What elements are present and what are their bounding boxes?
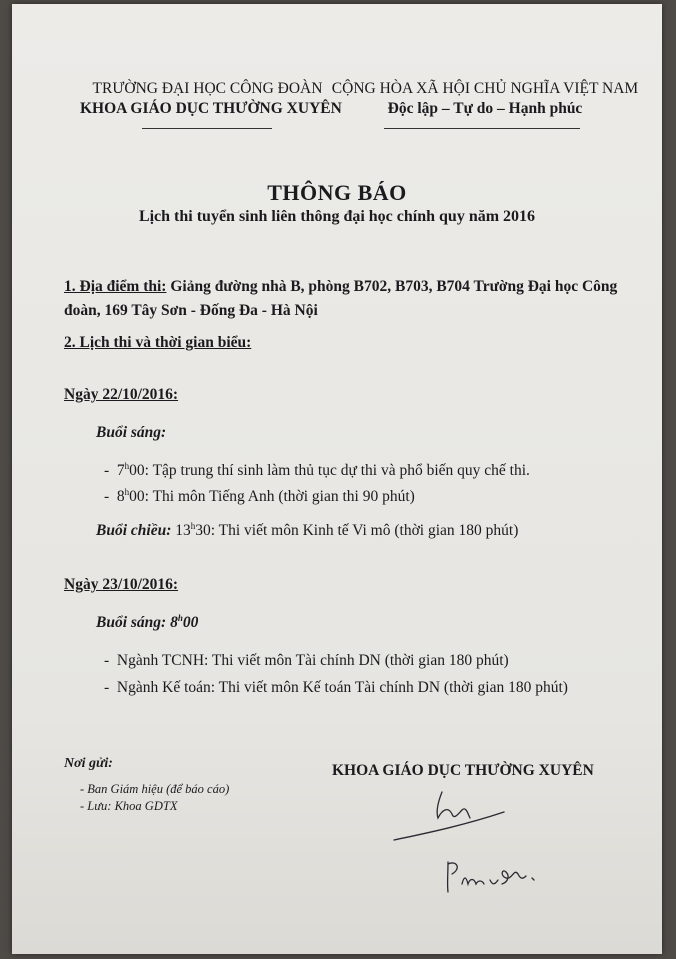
header-left-underline (142, 128, 272, 129)
section1-text-line2: đoàn, 169 Tây Sơn - Đống Đa - Hà Nội (64, 302, 318, 319)
header-right (330, 80, 640, 118)
list-dash: - (104, 488, 117, 505)
faculty-name: KHOA GIÁO DỤC THƯỜNG XUYÊN (80, 100, 342, 117)
day2-date: Ngày 23/10/2016: (64, 576, 179, 593)
day2-item-1 (104, 652, 509, 670)
day2-morning-rest: 00 (182, 614, 199, 631)
day2-morning (96, 614, 198, 632)
list-dash: - (104, 679, 117, 696)
section1-text-line1: Giảng đường nhà B, phòng B702, B703, B704 Trường Đại học Công (166, 278, 618, 295)
item-hour-sup: h (124, 486, 130, 497)
item-hour: 8 (116, 488, 125, 505)
document-page (12, 4, 662, 954)
section1-label: 1. Địa điểm thi: (64, 278, 167, 295)
day1-morning-label: Buổi sáng: (96, 424, 167, 441)
section2-label: 2. Lịch thi và thời gian biểu: (64, 334, 252, 351)
day1-item-1 (104, 462, 530, 480)
item-hour: 7 (116, 462, 125, 479)
item-text: Ngành Kế toán: Thi viết môn Kế toán Tài chính DN (thời gian 180 phút) (116, 679, 568, 696)
recipient-item: - Ban Giám hiệu (để báo cáo) (80, 782, 230, 796)
day2-morning-sup: h (177, 612, 183, 623)
country-name: CỘNG HÒA XÃ HỘI CHỦ NGHĨA VIỆT NAM (331, 80, 639, 97)
day2-morning-label: Buổi sáng: 8 (96, 614, 178, 631)
afternoon-hour-sup: h (190, 520, 196, 531)
afternoon-hour: 13 (171, 522, 191, 539)
header-right-underline (384, 128, 580, 129)
day1-afternoon (96, 522, 518, 540)
list-dash: - (104, 462, 117, 479)
item-text: Ngành TCNH: Thi viết môn Tài chính DN (thời gian 180 phút) (116, 652, 509, 669)
afternoon-text: 30: Thi viết môn Kinh tế Vi mô (thời gian 180 phút) (195, 522, 519, 539)
document-subtitle: Lịch thi tuyển sinh liên thông đại học chính quy năm 2016 (138, 208, 536, 225)
recipients-label: Nơi gửi: (64, 756, 113, 771)
header-left (80, 80, 342, 118)
day1-afternoon-label: Buổi chiều: (96, 522, 172, 539)
signature-org: KHOA GIÁO DỤC THƯỜNG XUYÊN (332, 762, 594, 779)
day1-item-2 (104, 488, 415, 506)
day2-item-2 (104, 679, 568, 697)
university-name: TRƯỜNG ĐẠI HỌC CÔNG ĐOÀN (92, 80, 323, 97)
recipient-item: - Lưu: Khoa GDTX (80, 799, 178, 813)
item-hour-sup: h (124, 460, 130, 471)
section1-line1 (64, 278, 617, 296)
national-motto: Độc lập – Tự do – Hạnh phúc (387, 100, 583, 117)
item-text: 00: Tập trung thí sinh làm thủ tục dự thi và phổ biến quy chế thi. (129, 462, 530, 479)
list-dash: - (104, 652, 117, 669)
document-title: THÔNG BÁO (267, 180, 407, 205)
day1-date: Ngày 22/10/2016: (64, 386, 179, 403)
item-text: 00: Thi môn Tiếng Anh (thời gian thi 90 phút) (129, 488, 415, 505)
handwritten-signature (392, 784, 562, 904)
